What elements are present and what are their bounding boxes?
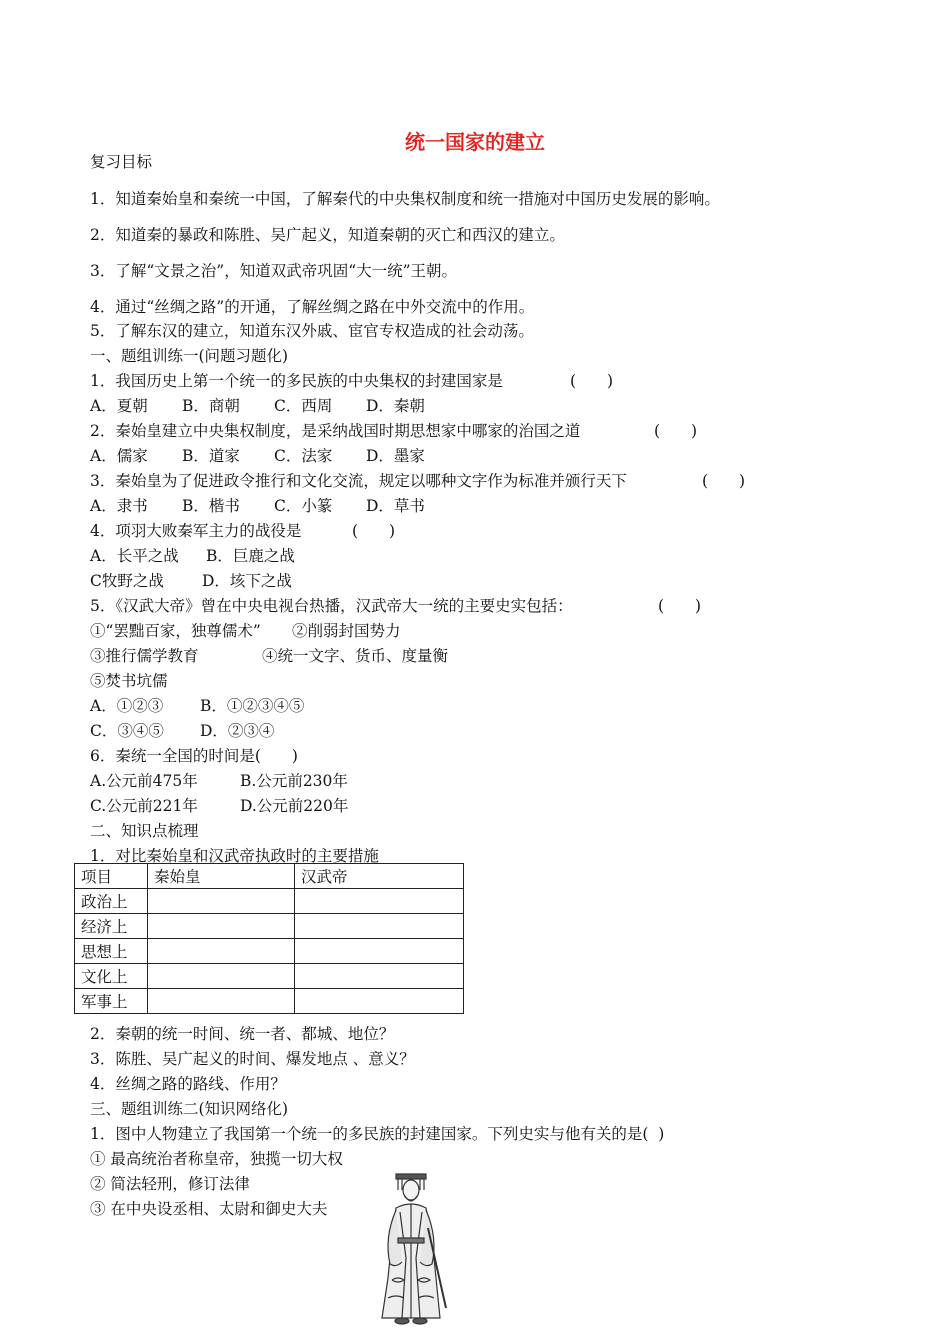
review-item-1: 1．知道秦始皇和秦统一中国，了解秦代的中央集权制度和统一措施对中国历史发展的影响。 [90, 190, 720, 208]
q3-option-c: C．小篆 [274, 497, 333, 515]
q1-stem: 1．我国历史上第一个统一的多民族的中央集权的封建国家是 [90, 372, 503, 390]
table-cell-empty [148, 914, 295, 939]
q5-option-c: C．③④⑤ [90, 722, 164, 740]
q4-stem: 4．项羽大败秦军主力的战役是 [90, 522, 302, 540]
review-item-4: 4．通过“丝绸之路”的开通，了解丝绸之路在中外交流中的作用。 [90, 298, 535, 316]
q5-fact-2: ②削弱封国势力 [292, 622, 401, 640]
table-header-row [75, 864, 464, 889]
table-row [75, 889, 464, 914]
q1-option-d: D．秦朝 [366, 397, 425, 415]
table-cell-empty [295, 989, 464, 1014]
emperor-figure-icon [366, 1168, 456, 1328]
q3-option-b: B．楷书 [182, 497, 240, 515]
table-header-cell: 项目 [75, 864, 148, 889]
q6-option-d: D.公元前220年 [240, 797, 349, 815]
table-cell-empty [148, 964, 295, 989]
q5-fact-5: ⑤焚书坑儒 [90, 672, 168, 690]
q4-option-c: C牧野之战 [90, 572, 164, 590]
section3-fact-2: ② 简法轻刑，修订法律 [90, 1175, 250, 1193]
section3-q1: 1．图中人物建立了我国第一个统一的多民族的封建国家。下列史实与他有关的是( ) [90, 1125, 665, 1143]
table-cell-empty [295, 889, 464, 914]
q5-fact-4: ④统一文字、货币、度量衡 [262, 647, 449, 665]
q4-option-a: A．长平之战 [90, 547, 179, 565]
q3-option-d: D．草书 [366, 497, 425, 515]
section1-heading: 一、题组训练一(问题习题化) [90, 347, 289, 365]
q5-blank: ( ) [658, 597, 702, 615]
q3-stem: 3．秦始皇为了促进政令推行和文化交流，规定以哪种文字作为标准并颁行天下 [90, 472, 627, 490]
q2-option-b: B．道家 [182, 447, 240, 465]
document-title: 统一国家的建立 [405, 130, 545, 154]
table-cell-empty [295, 914, 464, 939]
q5-stem: 5．《汉武大帝》曾在中央电视台热播，汉武帝大一统的主要史实包括： [90, 597, 573, 615]
table-row-label: 军事上 [75, 989, 148, 1014]
section3-heading: 三、题组训练二(知识网络化) [90, 1100, 289, 1118]
q1-option-c: C．西周 [274, 397, 333, 415]
table-cell-empty [148, 939, 295, 964]
table-header-cell: 汉武帝 [295, 864, 464, 889]
q2-blank: ( ) [654, 422, 698, 440]
q5-option-b: B．①②③④⑤ [200, 697, 305, 715]
q5-fact-3: ③推行儒学教育 [90, 647, 199, 665]
review-item-3: 3．了解“文景之治”，知道双武帝巩固“大一统”王朝。 [90, 262, 458, 280]
section2-heading: 二、知识点梳理 [90, 822, 199, 840]
table-cell-empty [295, 939, 464, 964]
q2-option-a: A．儒家 [90, 447, 148, 465]
table-row [75, 989, 464, 1014]
q1-option-a: A．夏朝 [90, 397, 148, 415]
review-item-2: 2．知道秦的暴政和陈胜、吴广起义，知道秦朝的灭亡和西汉的建立。 [90, 226, 565, 244]
table-header-cell: 秦始皇 [148, 864, 295, 889]
review-heading: 复习目标 [90, 153, 153, 171]
section3-fact-3: ③ 在中央设丞相、太尉和御史大夫 [90, 1200, 328, 1218]
q4-option-b: B．巨鹿之战 [206, 547, 295, 565]
emperor-illustration [366, 1168, 456, 1328]
q2-option-d: D．墨家 [366, 447, 425, 465]
q6-option-b: B.公元前230年 [240, 772, 348, 790]
review-item-5: 5．了解东汉的建立，知道东汉外戚、宦官专权造成的社会动荡。 [90, 322, 534, 340]
q6-stem: 6．秦统一全国的时间是( ) [90, 747, 298, 765]
q2-stem: 2．秦始皇建立中央集权制度，是采纳战国时期思想家中哪家的治国之道 [90, 422, 581, 440]
q5-fact-1: ①“罢黜百家，独尊儒术” [90, 622, 261, 640]
table-row-label: 思想上 [75, 939, 148, 964]
table-cell-empty [148, 989, 295, 1014]
q2-option-c: C．法家 [274, 447, 333, 465]
table-row-label: 政治上 [75, 889, 148, 914]
q5-option-a: A．①②③ [90, 697, 164, 715]
q3-blank: ( ) [702, 472, 746, 490]
table-row [75, 939, 464, 964]
table-row-label: 文化上 [75, 964, 148, 989]
q3-option-a: A．隶书 [90, 497, 148, 515]
comparison-table [74, 863, 464, 1014]
section3-fact-1: ① 最高统治者称皇帝，独揽一切大权 [90, 1150, 343, 1168]
table-cell-empty [148, 889, 295, 914]
q4-option-d: D．垓下之战 [202, 572, 292, 590]
table-row-label: 经济上 [75, 914, 148, 939]
section2-item-1: 1．对比秦始皇和汉武帝执政时的主要措施 [90, 847, 379, 865]
section2-item-2: 2．秦朝的统一时间、统一者、都城、地位？ [90, 1025, 395, 1043]
table-row [75, 964, 464, 989]
q4-blank: ( ) [352, 522, 396, 540]
section2-item-3: 3．陈胜、吴广起义的时间、爆发地点 、意义？ [90, 1050, 415, 1068]
table-row [75, 914, 464, 939]
q6-option-c: C.公元前221年 [90, 797, 198, 815]
q6-option-a: A.公元前475年 [90, 772, 198, 790]
section2-item-4: 4．丝绸之路的路线、作用？ [90, 1075, 286, 1093]
q1-blank: ( ) [570, 372, 614, 390]
table-cell-empty [295, 964, 464, 989]
q5-option-d: D．②③④ [200, 722, 275, 740]
q1-option-b: B．商朝 [182, 397, 240, 415]
